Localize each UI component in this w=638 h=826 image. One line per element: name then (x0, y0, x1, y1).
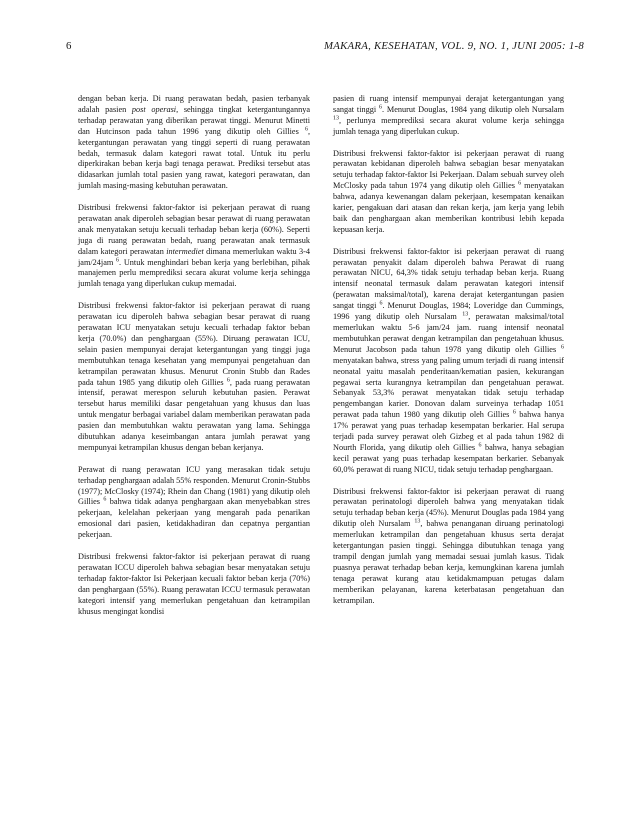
text-run: menyatakan bahwa, stress yang paling umum terjadi di ruang intensif neonatal yaitu masalah penderitaan/kematian pasien, kekurangan pegawai serta kurangnya ketrampilan dan pengetahuan perawat. Sebanyak 53,3% perawat menyatakan tidak setuju terhadap pengembangan karier. Donovan dalam surveinya terhadap 1051 perawat pada tahun 1980 yang dikutip oleh Gillies (333, 355, 564, 420)
body-paragraph (78, 94, 310, 192)
text-run: dengan beban kerja. Di ruang perawatan bedah, pasien terbanyak adalah pasien (78, 94, 310, 114)
text-run: , sehingga tingkat ketergantungannya terhadap perawatan yang diberikan perawat tinggi. Menurut Minetti dan Hutcinson pada tahun 1996 yang dikutip oleh Gillies (78, 104, 310, 136)
citation-superscript: 6 (518, 180, 522, 187)
text-run: bahwa, hanya sebagian kecil perawat yang puas terhadap kesempatan berkarier. Sebanyak 60,0% perawat di ruang NICU, tidak setuju terhadap penghargaan. (333, 442, 565, 474)
text-run: Distribusi frekwensi faktor-faktor isi pekerjaan perawat di ruang perawatan penyakit dalam diperoleh bahwa Perawat di ruang perawatan NICU, 64,3% tidak setuju terhadap beban kerja. Ruang intensif neonatal termasuk dalam perawatan kategori intensif (perawatan maksimal/total), karena derajat ketergantungan pasien sangat tinggi (333, 246, 564, 311)
text-run: bahwa hanya 17% perawat yang puas terhadap kesempatan berkarier. Hal serupa terjadi pada survey perawat oleh Gizbeg et al pada tahun 1982 di Nourth Florida, yang dikutip oleh Gillies (333, 410, 564, 452)
citation-superscript: 13 (414, 518, 421, 525)
text-run: Distribusi frekwensi faktor-faktor isi pekerjaan perawat di ruang perawatan perinatologi diperoleh bahwa yang menyatakan tidak setuju terhadap beban kerja (45%). Menurut Douglas pada 1984 yang dikutip oleh Nursalam (333, 486, 564, 529)
text-run: . Untuk menghindari beban kerja yang berlebihan, pihak manajemen perlu memprediksi secara akurat volume kerja sehingga jumlah tenaga yang diperlukan cukup memadai. (78, 257, 310, 289)
citation-superscript: 6 (379, 300, 383, 307)
text-run: . Menurut Douglas, 1984 yang dikutip oleh Nursalam (381, 104, 564, 114)
text-run: Distribusi frekwensi faktor-faktor isi pekerjaan perawat di ruang perawatan ICCU diperoleh bahwa sebagian besar menyatakan setuju terhadap faktor-faktor Isi Pekerjaan kecuali faktor beban kerja (70%) dan penghargaan (55%). Ruang perawatan ICCU termasuk perawatan kategori intensif yang memerlukan pengetahuan dan ketrampilan khusus mengingat kondisi (78, 552, 310, 616)
text-run: Distribusi frekwensi faktor-faktor isi pekerjaan perawat di ruang perawatan icu diperoleh bahwa sebagian besar perawat di ruang perawatan ICU menyatakan setuju kecuali terhadap faktor beban kerja (70.0%) dan penghargaan (55%). Diruang perawatan ICU, selain pasien mempunyai derajat ketergantungan yang tinggi juga membutuhkan tenaga kesehatan yang mempunyai pengetahuan dan ketrampilan perawatan khusus. Menurut Cronin Stubb dan Rades pada tahun 1985 yang dikutip oleh Gillies (78, 301, 310, 387)
text-run: Perawat di ruang perawatan ICU yang merasakan tidak setuju terhadap penghargaan adalah 55% responden. Menurut Cronin-Stubbs (1977); McClosky (1974); Rhein dan Chang (1981) yang dikutip oleh Gillies (78, 464, 310, 507)
text-run: menyatakan bahwa, adanya kewenangan dalam pekerjaan, kesempatan kenaikan karier, pengakuan dari atasan dan rekan kerja, jam kerja yang lebih baik dan penghargaan akan memberikan kontribusi lebih kepada kepuasan kerja. (333, 181, 565, 234)
text-run: , perlunya memprediksi secara akurat volume kerja sehingga jumlah tenaga yang diperlukan cukup. (333, 115, 564, 136)
text-run: bahwa tidak adanya penghargaan akan menyebabkan stres pekerjaan, kelelahan pekerjaan yang mengarah pada penarikan emosional dari pasien, ketidakhadiran dan cepatnya pergantian pekerjaan. (78, 497, 310, 540)
body-paragraph (78, 552, 310, 617)
journal-citation: MAKARA, KESEHATAN, VOL. 9, NO. 1, JUNI 2005: 1-8 (324, 40, 584, 52)
text-run: dimana memerlukan waktu 3-4 jam/24jam (78, 246, 310, 267)
citation-superscript: 6 (478, 442, 482, 449)
citation-superscript: 6 (378, 104, 382, 111)
italic-term: post operasi (131, 104, 177, 114)
left-column (78, 94, 310, 617)
text-run: Distribusi frekwensi faktor-faktor isi pekerjaan perawat di ruang perawatan kebidanan diperoleh bahwa sebagian besar menyatakan setuju terhadap faktor-faktor Isi Pekerjaan. Dalam sebuah survey oleh McClosky pada tahun 1974 yang dikutip oleh Gillies (333, 148, 564, 191)
body-paragraph (333, 487, 564, 607)
running-header (54, 40, 584, 54)
body-paragraph (333, 94, 564, 138)
text-run: Distribusi frekwensi faktor-faktor isi pekerjaan perawat di ruang perawatan anak diperoleh sebagian besar perawat di ruang perawatan anak menyatakan setuju kecuali terhadap beban kerja (60%). Seperti juga di ruang perawatan bedah, ruang perawatan anak termasuk dalam kategori perawatan (78, 203, 310, 256)
body-paragraph (78, 301, 310, 454)
citation-superscript: 6 (226, 377, 230, 384)
citation-superscript: 6 (304, 126, 308, 133)
body-paragraph (333, 247, 564, 476)
citation-superscript: 6 (561, 344, 564, 351)
text-run: . Menurut Douglas, 1984; Loveridge dan Cummings, 1996 yang dikutip oleh Nursalam (333, 301, 564, 322)
citation-superscript: 6 (103, 496, 107, 503)
citation-superscript: 13 (333, 115, 339, 122)
citation-superscript: 6 (116, 257, 120, 264)
right-column (333, 94, 564, 607)
citation-superscript: 13 (462, 311, 469, 318)
text-run: , pada ruang perawatan intensif, perawat merespon seluruh kebutuhan pasien. Perawat tersebut harus memiliki dasar pengetahuan yang khusus dan luas untuk mengatur berbagai variabel dalam memberikan perawatan pada pasien dan membutuhkan waktu perawatan yang lama. Sehingga dibutuhkan adanya keseimbangan antara jumlah perawat yang mempunyai ketrampilan khusus dengan beban kerjanya. (78, 377, 310, 452)
body-paragraph (78, 465, 310, 541)
page-number: 6 (66, 40, 72, 52)
citation-superscript: 6 (512, 409, 516, 416)
text-run: , perawatan maksimal/total memerlukan waktu 5-6 jam/24 jam. ruang intensif neonatal membutuhkan perawat dengan ketrampilan dan pengetahuan khusus. Menurut Jacobson pada tahun 1978 yang dikutip oleh Gillies (333, 312, 564, 354)
italic-term: intermediet (166, 246, 204, 256)
body-paragraph (333, 149, 564, 236)
text-run: pasien di ruang intensif mempunyai derajat ketergantungan yang sangat tinggi (333, 94, 564, 114)
body-paragraph (78, 203, 310, 290)
text-run: , bahwa penanganan diruang perinatologi memerlukan ketrampilan dan pengetahuan khusus serta derajat ketergantungan pasien tinggi. Sehingga dibutuhkan tenaga yang trampil dengan jumlah yang memadai sesuai jumlah kasus. Tidak puasnya perawat terhadap beban kerja, kemungkinan karena jumlah tenaga perawat kurang atau ketidakmampuan petugas dalam memberikan pelayanan, karena keterbatasan pengetahuan dan ketrampilan. (333, 519, 565, 605)
text-run: , ketergantungan perawatan yang tinggi seperti di ruang perawatan bedah, termasuk dalam kategori rawat total. Untuk itu perlu diperkirakan beban kerja bagi tenaga perawat. Prediksi tersebut atas didasarkan jumlah total pasien yang rawat, kategori perawatan, dan jumlah masing-masing kebutuhan perawatan. (78, 126, 310, 191)
